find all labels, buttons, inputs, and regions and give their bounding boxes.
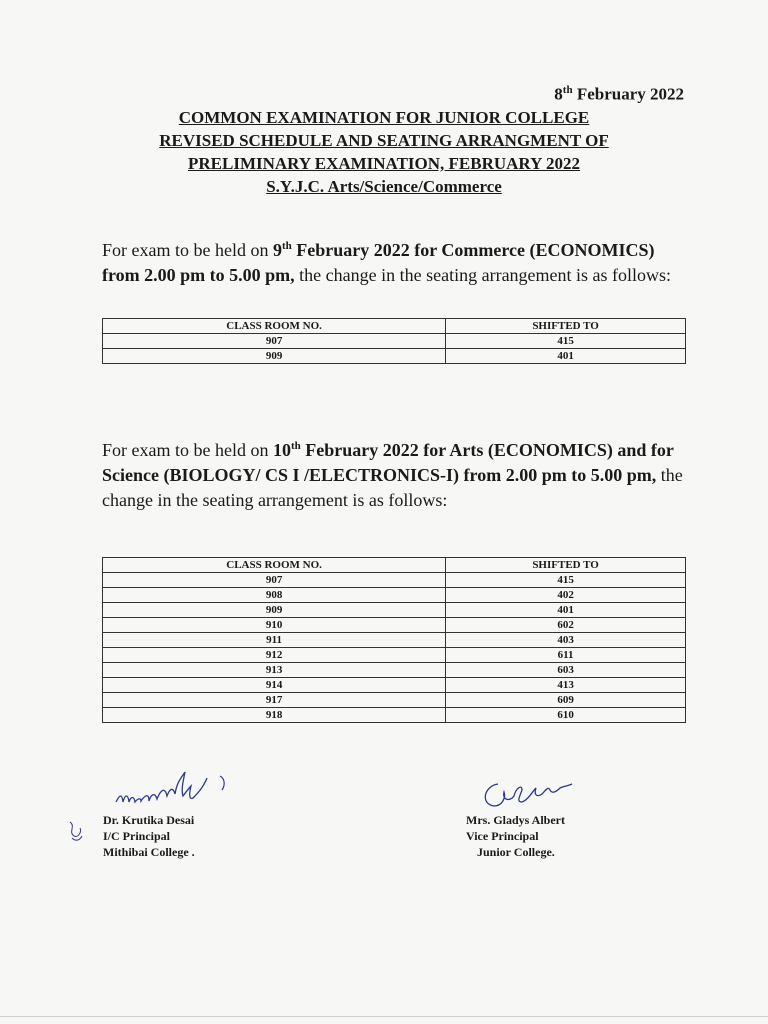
shifted-to-cell: 603 (446, 663, 686, 678)
document-heading (0, 106, 768, 198)
page-edge-line (0, 1016, 768, 1017)
document-date: 8th February 2022 (554, 84, 684, 104)
signatory-2 (466, 812, 565, 860)
classroom-cell: 912 (103, 648, 446, 663)
signatory-2-org: Junior College. (477, 845, 555, 859)
shifted-to-cell: 610 (446, 708, 686, 723)
signatory-2-title: Vice Principal (466, 829, 539, 843)
signature-2-handwriting (478, 776, 588, 812)
classroom-cell: 909 (103, 349, 446, 364)
signature-1-handwriting (112, 766, 262, 816)
table-row (103, 588, 686, 603)
table-row (103, 663, 686, 678)
shifted-to-cell: 415 (446, 334, 686, 349)
table-row (103, 678, 686, 693)
table-row (103, 648, 686, 663)
section-1-intro: For exam to be held on 9th February 2022 for Commerce (ECONOMICS) from 2.00 pm to 5.00 pm, the change in the seating arrangement is as follows: (102, 240, 672, 285)
classroom-cell: 913 (103, 663, 446, 678)
classroom-cell: 918 (103, 708, 446, 723)
classroom-cell: 907 (103, 334, 446, 349)
table-row (103, 618, 686, 633)
signatory-1-title: I/C Principal (103, 829, 171, 843)
initials-mark (66, 818, 88, 848)
table-row (103, 349, 686, 364)
classroom-cell: 909 (103, 603, 446, 618)
classroom-cell: 908 (103, 588, 446, 603)
heading-line-4: S.Y.J.C. Arts/Science/Commerce (266, 177, 502, 196)
shifted-to-cell: 415 (446, 573, 686, 588)
signatory-1-name: Dr. Krutika Desai (103, 813, 195, 827)
table-row (103, 573, 686, 588)
signatory-1-org: Mithibai College . (103, 845, 195, 859)
heading-line-1: COMMON EXAMINATION FOR JUNIOR COLLEGE (178, 108, 590, 127)
classroom-cell: 911 (103, 633, 446, 648)
shifted-to-cell: 611 (446, 648, 686, 663)
column-header-classroom: CLASS ROOM NO. (103, 319, 446, 334)
seating-table-2 (102, 557, 686, 723)
table-row (103, 693, 686, 708)
column-header-classroom: CLASS ROOM NO. (103, 558, 446, 573)
classroom-cell: 914 (103, 678, 446, 693)
shifted-to-cell: 402 (446, 588, 686, 603)
signatory-2-name: Mrs. Gladys Albert (466, 813, 565, 827)
signatory-1 (103, 812, 195, 860)
heading-line-2: REVISED SCHEDULE AND SEATING ARRANGMENT OF (159, 131, 609, 150)
seating-table-1 (102, 318, 686, 364)
shifted-to-cell: 401 (446, 349, 686, 364)
shifted-to-cell: 403 (446, 633, 686, 648)
table-row (103, 633, 686, 648)
column-header-shifted: SHIFTED TO (446, 319, 686, 334)
shifted-to-cell: 401 (446, 603, 686, 618)
table-row (103, 334, 686, 349)
shifted-to-cell: 602 (446, 618, 686, 633)
classroom-cell: 907 (103, 573, 446, 588)
classroom-cell: 917 (103, 693, 446, 708)
classroom-cell: 910 (103, 618, 446, 633)
shifted-to-cell: 609 (446, 693, 686, 708)
section-2-intro: For exam to be held on 10th February 2022 for Arts (ECONOMICS) and for Science (BIOLOGY/ CS I /ELECTRONICS-I) from 2.00 pm to 5.00 pm, the change in the seating arrangement is as follows: (102, 440, 683, 510)
table-row (103, 708, 686, 723)
column-header-shifted: SHIFTED TO (446, 558, 686, 573)
table-row (103, 603, 686, 618)
heading-line-3: PRELIMINARY EXAMINATION, FEBRUARY 2022 (187, 154, 580, 173)
shifted-to-cell: 413 (446, 678, 686, 693)
